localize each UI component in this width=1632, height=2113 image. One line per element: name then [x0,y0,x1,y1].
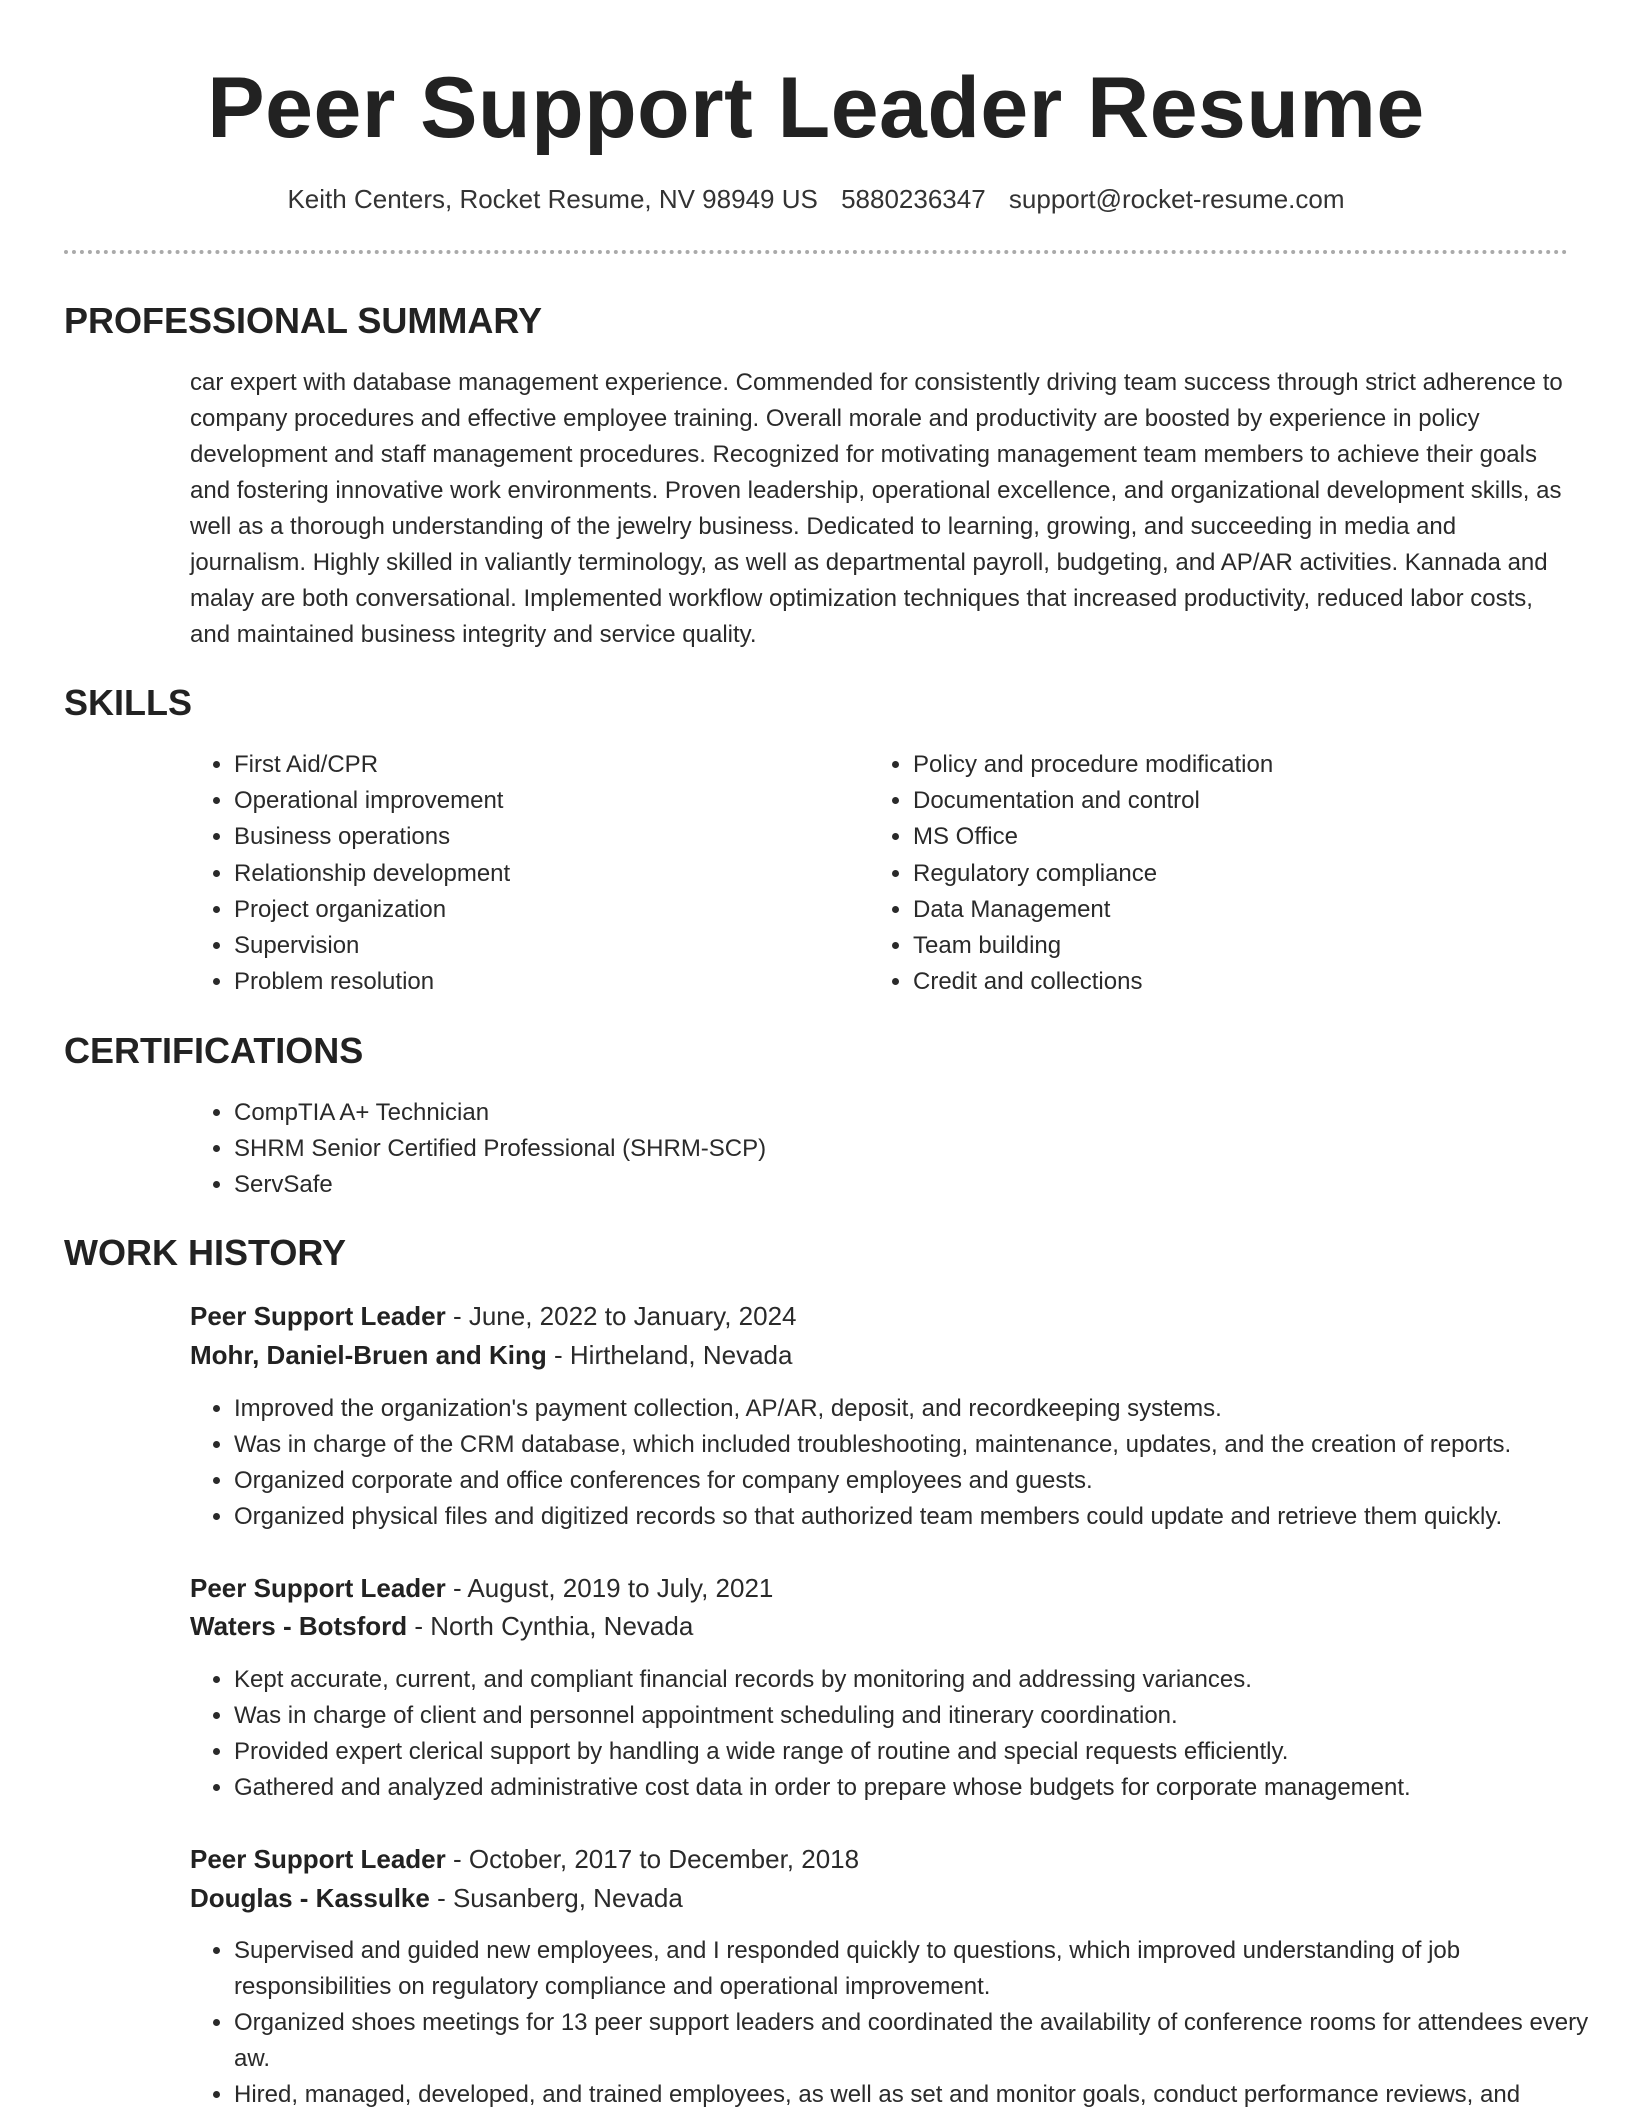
job-location: - Susanberg, Nevada [429,1883,683,1913]
job-title: Peer Support Leader [190,1301,446,1331]
work-history-heading: WORK HISTORY [64,1232,347,1273]
job-location: - North Cynthia, Nevada [407,1611,694,1641]
job-dates: - June, 2022 to January, 2024 [445,1301,797,1331]
job-tasks-list [190,1933,1624,2113]
skills-list-left [190,747,874,1000]
list-item: • Policy and procedure modification [913,747,1593,783]
job-location: - Hirtheland, Nevada [546,1340,793,1370]
list-item: • Team building [913,928,1593,964]
summary-heading: PROFESSIONAL SUMMARY [64,300,543,341]
list-item: • Organized corporate and office conferences for company employees and guests. [234,1463,1632,1499]
list-item: • Organized shoes meetings for 13 peer support leaders and coordinated the availability of conference rooms for attendees every aw. [234,2005,1624,2077]
list-item: • Data Management [913,892,1593,928]
list-item: • Documentation and control [913,783,1593,819]
skills-heading: SKILLS [64,682,193,723]
list-item: • Improved the organization's payment collection, AP/AR, deposit, and recordkeeping systems. [234,1391,1632,1427]
contact-address: Keith Centers, Rocket Resume, NV 98949 US [287,184,818,214]
certifications-list [190,1095,1234,1204]
job-company: Waters - Botsford [190,1611,408,1641]
job-title-line [190,1571,773,1605]
job-title: Peer Support Leader [190,1844,446,1874]
list-item: • Regulatory compliance [913,856,1593,892]
list-item: • Supervised and guided new employees, and I responded quickly to questions, which improved understanding of job responsibilities on regulatory compliance and operational improvement. [234,1933,1624,2005]
list-item: • Problem resolution [234,964,874,1000]
certifications-heading: CERTIFICATIONS [64,1030,364,1071]
contact-line [0,183,1632,215]
list-item: • Was in charge of the CRM database, which included troubleshooting, maintenance, updates, and the creation of reports. [234,1427,1632,1463]
contact-phone: 5880236347 [841,184,986,214]
list-item: • Credit and collections [913,964,1593,1000]
list-item: • ServSafe [234,1167,1234,1203]
job-title: Peer Support Leader [190,1573,446,1603]
job-dates: - October, 2017 to December, 2018 [445,1844,860,1874]
list-item: • Operational improvement [234,783,874,819]
job-company: Douglas - Kassulke [190,1883,430,1913]
list-item: • CompTIA A+ Technician [234,1095,1234,1131]
job-company-line [190,1338,792,1372]
contact-email: support@rocket-resume.com [1008,184,1345,214]
list-item: • Project organization [234,892,874,928]
summary-text: car expert with database management experience. Commended for consistently driving team success through strict adherence to company procedures and effective employee training. Overall morale and productivity are boosted by experience in policy development and staff management procedures. Recognized for motivating management team members to achieve their goals and fostering innovative work environments. Proven leadership, operational excellence, and organizational development skills, as well as a thorough understanding of the jewelry business. Dedicated to learning, growing, and succeeding in media and journalism. Highly skilled in valiantly terminology, as well as departmental payroll, budgeting, and AP/AR activities. Kannada and malay are both conversational. Implemented workflow optimization techniques that increased productivity, reduced labor costs, and maintained business integrity and service quality. [190,369,1563,648]
list-item: • Provided expert clerical support by handling a wide range of routine and special requests efficiently. [234,1734,1632,1770]
header-divider [64,250,1568,254]
job-company-line [190,1609,693,1643]
list-item: • MS Office [913,819,1593,855]
list-item: • Was in charge of client and personnel appointment scheduling and itinerary coordination. [234,1698,1632,1734]
list-item: • Kept accurate, current, and compliant financial records by monitoring and addressing variances. [234,1662,1632,1698]
list-item: • Supervision [234,928,874,964]
list-item: • Business operations [234,819,874,855]
job-title-line [190,1842,859,1876]
list-item: • Hired, managed, developed, and trained employees, as well as set and monitor goals, conduct performance reviews, and [234,2077,1624,2113]
job-tasks-list [190,1662,1632,1806]
list-item: • Gathered and analyzed administrative cost data in order to prepare whose budgets for corporate management. [234,1770,1632,1806]
job-tasks-list [190,1391,1632,1535]
list-item: • Organized physical files and digitized records so that authorized team members could update and retrieve them quickly. [234,1499,1632,1535]
job-company-line [190,1881,683,1915]
resume-title: Peer Support Leader Resume [207,60,1425,156]
list-item: • Relationship development [234,856,874,892]
job-company: Mohr, Daniel-Bruen and King [190,1340,547,1370]
skills-list-right [869,747,1593,1000]
job-dates: - August, 2019 to July, 2021 [445,1573,774,1603]
job-title-line [190,1299,797,1333]
list-item: • SHRM Senior Certified Professional (SHRM-SCP) [234,1131,1234,1167]
list-item: • First Aid/CPR [234,747,874,783]
